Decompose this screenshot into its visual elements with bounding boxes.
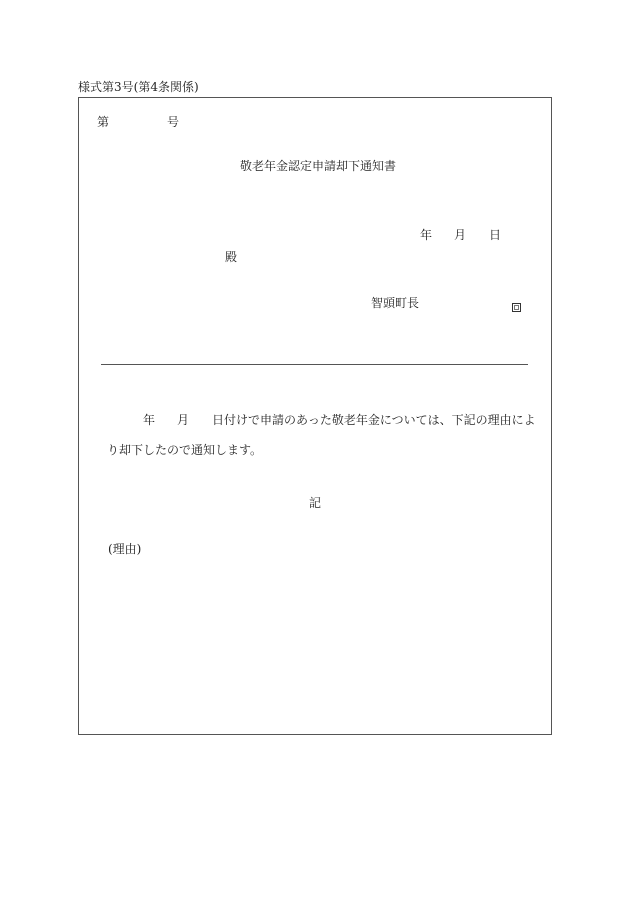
body-year: 年 — [143, 413, 156, 427]
date-year: 年 — [420, 228, 433, 242]
reason-label: (理由) — [108, 542, 142, 556]
document-number-prefix: 第 — [97, 115, 110, 129]
body-month: 月 — [177, 413, 190, 427]
date-month: 月 — [454, 228, 467, 242]
seal-mark — [512, 296, 521, 315]
body-line-2: り却下したので通知します。 — [107, 443, 263, 457]
ki-heading: 記 — [309, 496, 322, 510]
form-label: 様式第3号(第4条関係) — [78, 80, 199, 94]
seal-icon — [512, 303, 521, 312]
issuer-title: 智頭町長 — [371, 296, 420, 310]
document-number-suffix: 号 — [167, 115, 180, 129]
section-divider — [101, 364, 528, 365]
body-line-1: 日付けで申請のあった敬老年金については、下記の理由によ — [212, 413, 536, 427]
document-title: 敬老年金認定申請却下通知書 — [240, 159, 397, 173]
date-day: 日 — [489, 228, 502, 242]
addressee-suffix: 殿 — [225, 250, 238, 264]
